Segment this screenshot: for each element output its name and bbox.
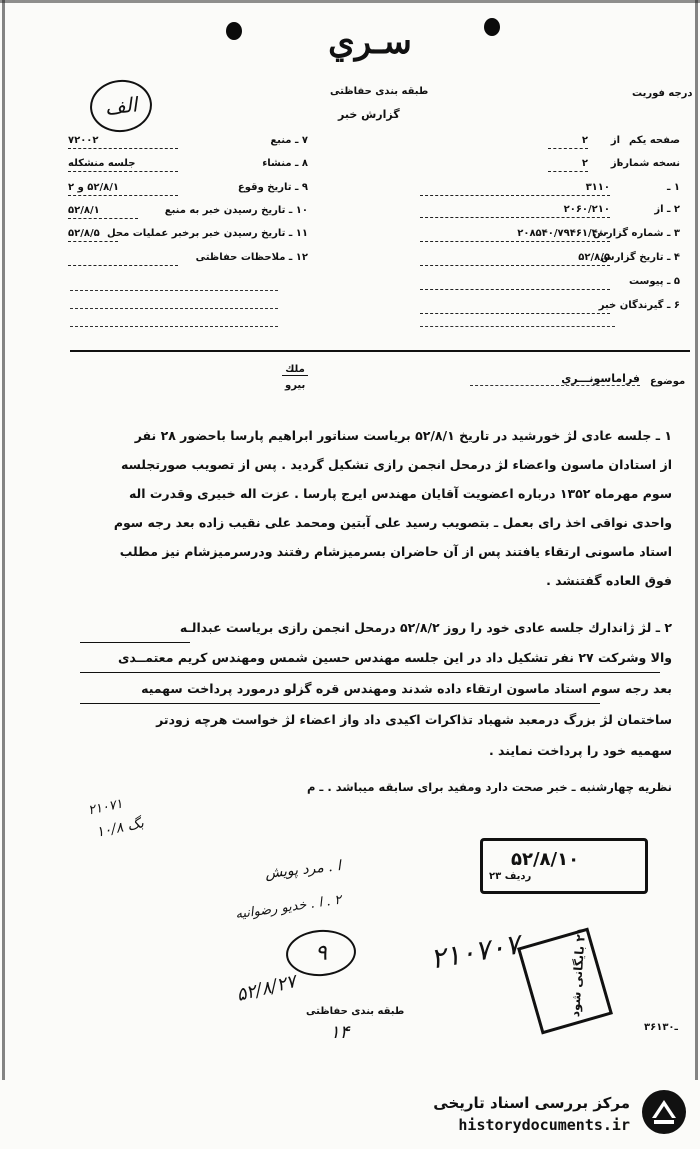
opinion-line: نظریه چهارشنبه ـ خبر صحت دارد ومفید برای سابقه میباشد . ـ م bbox=[306, 780, 672, 794]
field-copy-number: نسخه شماره ۲ از bbox=[420, 158, 680, 174]
paragraph-1-line-2: از استادان ماسون واعضاء لژ درمحل انجمن رازی تشکیل گردید . پس از تصویب صورتجلسه bbox=[120, 457, 672, 472]
punch-hole-left bbox=[226, 22, 242, 40]
classification-label: طبقه بندی حفاظتی bbox=[330, 86, 429, 97]
site-url[interactable]: historydocuments.ir bbox=[458, 1116, 630, 1134]
field-page: صفحه یکم ۲ از bbox=[420, 135, 680, 151]
page-edge-left bbox=[2, 0, 5, 1080]
field-news-to-ops-date: ۱۱ ـ تاریخ رسیدن خبر برخبر عملیات محل ۵۲/۸/۵ bbox=[68, 228, 308, 244]
header-divider bbox=[70, 350, 690, 352]
handwritten-date: ۵۲/۸/۲۷ bbox=[234, 970, 299, 1007]
paragraph-2-line-2: والا وشرکت ۲۷ نفر تشکیل داد در این جلسه مهندس حسین شمس ومهندس کریم معتمــدی bbox=[117, 650, 672, 665]
paragraph-2-line-4: ساختمان لژ بزرگ درمعبد شهباد تذاکرات اکیدی داد واز اعضاء لژ خواست هرچه زودتر bbox=[156, 712, 672, 727]
footer-classification-label: طبقه بندی حفاظتی bbox=[306, 1006, 405, 1017]
site-name[interactable]: مرکز بررسی اسناد تاریخی bbox=[433, 1094, 630, 1112]
field-attachment: ۵ ـ پیوست bbox=[420, 276, 680, 292]
field-security-notes: ۱۲ ـ ملاحظات حفاظتی bbox=[68, 252, 308, 268]
history-documents-logo-icon bbox=[640, 1088, 688, 1136]
blank-line bbox=[70, 326, 278, 327]
date-stamp: ۵۲/۸/۱۰ ردیف ۲۳ bbox=[480, 838, 648, 894]
urgency-label: درجه فوریت bbox=[632, 88, 693, 99]
page-code: ۳۶ـ۱۳۰ bbox=[644, 1022, 678, 1033]
page-edge-top bbox=[0, 0, 700, 3]
underline-mark bbox=[80, 642, 190, 643]
handwritten-note-1: ۲۱۰۷۱ bbox=[86, 796, 125, 819]
blank-line bbox=[70, 290, 278, 291]
handwritten-signature-2: ۲ . ا . خدیو رضوانیه bbox=[234, 892, 343, 923]
field-report-date: ۴ ـ تاریخ گزارش ۵۲/۸/۵ bbox=[420, 252, 680, 268]
paragraph-1-line-3: سوم مهرماه ۱۳۵۲ درباره اعضویت آقایان مهندس ایرج پارسا . عزت اله خبیری وقدرت اله bbox=[128, 486, 672, 501]
handwritten-note-2: ۱۰/۸ بگ bbox=[94, 815, 146, 841]
field-origin: ۸ ـ منشاء جلسه منشکله bbox=[68, 158, 308, 174]
paragraph-1-line-4: واحدی نواقی اخذ رای بعمل ـ بتصویب رسید علی آبتین ومحمد علی نقیب زاده بعد رجه سوم bbox=[113, 515, 672, 530]
paragraph-2-line-3: بعد رجه سوم استاد ماسون ارتقاء داده شدند ومهندس قره گزلو درمورد پرداخت سهمیه bbox=[141, 681, 672, 696]
paragraph-1-line-5: استاد ماسونی ارتقاء یافتند پس از آن حاضران بسرمیزشام رفتند ودرسرمیزشام نیز مطلب bbox=[119, 544, 672, 559]
underline-mark bbox=[80, 703, 600, 704]
field-occurrence-date: ۹ ـ تاریخ وقوع ۵۲/۸/۱ و ۲ bbox=[68, 182, 308, 198]
punch-hole-right bbox=[484, 18, 500, 36]
field-source: ۷ ـ منبع ۷۲۰۰۲ bbox=[68, 135, 308, 151]
circled-number: ۹ bbox=[284, 928, 357, 979]
paragraph-1-line-6: فوق العاده گفتنشد . bbox=[546, 573, 672, 588]
handwritten-bottom-mark: ۱۴ bbox=[330, 1022, 350, 1043]
page-edge-right bbox=[695, 0, 698, 1080]
field-report-number: ۳ ـ شماره گزارش ۲۰۸۵۴۰/۷۹۴۶۱/۴۰۰ bbox=[420, 228, 680, 244]
field-1: ۱ ـ ۳۱۱۰ bbox=[420, 182, 680, 198]
alef-stamp: الف bbox=[87, 77, 154, 135]
blank-line bbox=[420, 326, 615, 327]
paragraph-2-line-1: ۲ ـ لژ ژاندارك جلسه عادی خود را روز ۵۲/۸/۲ درمحل انجمن رازی بریاست عبدالـه bbox=[179, 620, 672, 635]
field-news-to-source-date: ۱۰ ـ تاریخ رسیدن خبر به منبع ۵۲/۸/۱ bbox=[68, 205, 308, 221]
secret-heading: سـري bbox=[328, 22, 412, 62]
subject-label: موضوع bbox=[650, 376, 686, 387]
field-recipients: ۶ ـ گیرندگان خبر bbox=[420, 300, 680, 316]
underline-mark bbox=[80, 672, 660, 673]
paragraph-1-line-1: ۱ ـ جلسه عادی لژ خورشید در تاریخ ۵۲/۸/۱ بریاست سناتور ابراهیم پارسا باحضور ۲۸ نفر bbox=[134, 428, 672, 443]
subject-aside-bottom: بيرو bbox=[285, 380, 306, 391]
subject-aside-top: ملك bbox=[282, 364, 308, 376]
handwritten-big-number: ۲۱۰۷۰۷ bbox=[427, 927, 523, 976]
paragraph-2-line-5: سهمیه خود را پرداخت نمایند . bbox=[488, 743, 672, 758]
blank-line bbox=[70, 308, 278, 309]
archive-stamp: ۲۱ بایگانی شود bbox=[517, 928, 613, 1035]
subject-value: فراماسونـــري bbox=[470, 372, 640, 386]
field-2-from: ۲ ـ از ۲۰۶۰/۲۱۰ bbox=[420, 204, 680, 220]
report-label: گزارش خبر bbox=[338, 108, 400, 121]
handwritten-signature-1: ا . مرد پویش bbox=[264, 858, 342, 882]
